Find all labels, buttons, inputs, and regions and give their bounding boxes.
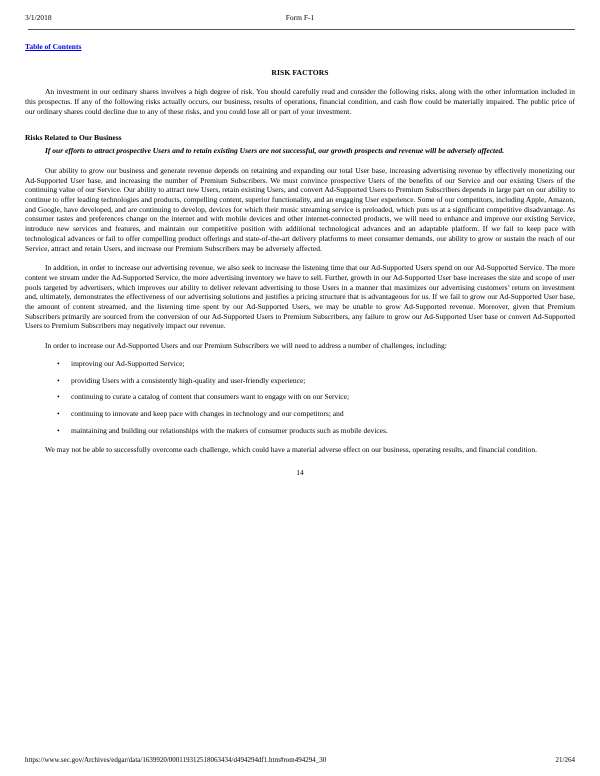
page-indicator: 21/264 xyxy=(555,756,575,764)
bullet-icon: • xyxy=(57,358,60,368)
risk-statement-heading: If our efforts to attract prospective Users and to retain existing Users are not successful, our growth prospects and revenue will be adversely affected. xyxy=(45,146,505,156)
list-item-text: providing Users with a consistently high-quality and user-friendly experience; xyxy=(71,375,306,385)
list-item xyxy=(57,376,575,386)
page-number: 14 xyxy=(296,468,304,478)
bullet-icon: • xyxy=(57,392,60,402)
growth-paragraph: Our ability to grow our business and generate revenue depends on retaining and expanding our total User base, increasing advertising revenue by effectively monetizing our Ad-Supported User base, and increasing the number of Premium Subscribers. We must convince prospective Users of the benefits of our Service and our existing Users of the continuing value of our Service. Our ability to attract new Users, retain existing Users, and convert Ad-Supported Users to Premium Subscribers depends in large part on our ability to continue to offer leading technologies and products, compelling content, superior functionality, and an engaging User experience. Some of our competitors, including Apple, Amazon, and Google, have developed, and are continuing to develop, devices for which their music streaming service is preloaded, which puts us at a significant competitive disadvantage. As consumer tastes and preferences change on the internet and with mobile devices and other internet-connected products, we will need to enhance and improve our existing Service, introduce new services and features, and maintain our competitive position with additional technological advances and an adaptable platform. If we fail to keep pace with technological advances or fail to offer compelling product offerings and state-of-the-art delivery platforms to meet consumer demands, our ability to grow or sustain the reach of our Service, attract and retain Users, and increase our Premium Subscribers may be adversely affected. xyxy=(25,165,575,253)
list-item xyxy=(57,359,575,369)
intro-paragraph: An investment in our ordinary shares involves a high degree of risk. You should carefully read and consider the following risks, along with the other information included in this prospectus. If any of the following risks actually occurs, our business, results of operations, financial condition, and cash flow could be materially impaired. The public price of our ordinary shares could decline due to any of these risks, and you could lose all or part of your investment. xyxy=(25,87,575,116)
list-item xyxy=(57,392,575,402)
bullet-icon: • xyxy=(57,375,60,385)
header-divider xyxy=(28,29,575,30)
section-title: RISK FACTORS xyxy=(271,67,329,77)
print-footer xyxy=(25,756,575,764)
bullet-icon: • xyxy=(57,425,60,435)
source-url: https://www.sec.gov/Archives/edgar/data/1639920/000119312518063434/d494294df1.htm#rom494294_30 xyxy=(25,756,327,764)
challenges-intro-paragraph: In order to increase our Ad-Supported Users and our Premium Subscribers we will need to address a number of challenges, including: xyxy=(45,341,447,351)
subsection-heading: Risks Related to Our Business xyxy=(25,132,122,142)
list-item-text: improving our Ad-Supported Service; xyxy=(71,358,185,368)
list-item xyxy=(57,409,575,419)
print-header xyxy=(25,13,575,23)
list-item-text: continuing to curate a catalog of content that consumers want to engage with on our Service; xyxy=(71,392,350,402)
form-title: Form F-1 xyxy=(285,13,315,22)
list-item xyxy=(57,426,575,436)
list-item-text: continuing to innovate and keep pace with changes in technology and our competitors; and xyxy=(71,408,344,418)
closing-paragraph: We may not be able to successfully overcome each challenge, which could have a material adverse effect on our business, operating results, and financial condition. xyxy=(45,445,537,455)
list-item-text: maintaining and building our relationships with the makers of consumer products such as mobile devices. xyxy=(71,425,388,435)
print-date: 3/1/2018 xyxy=(25,13,52,22)
bullet-icon: • xyxy=(57,408,60,418)
advertising-paragraph: In addition, in order to increase our advertising revenue, we also seek to increase the listening time that our Ad-Supported Users spend on our Ad-Supported Service. The more content we stream under the Ad-Supported Service, the more advertising inventory we have to sell. Further, growth in our Ad-Supported User base increases the size and scope of user pools targeted by advertisers, which improves our ability to deliver relevant advertising to those Users in a manner that maximizes our advertising customers’ return on investment and, ultimately, demonstrates the effectiveness of our advertising solutions and justifies a pricing structure that is advantageous for us. If we fail to grow our Ad-Supported User base, the amount of content streamed, and the listening time spent by our Ad-Supported Users, we may be unable to grow Ad-Supported revenue. Moreover, given that Premium Subscribers primarily are sourced from the conversion of our Ad-Supported Users to Premium Subscribers, any failure to grow our Ad-Supported User base or convert Ad-Supported Users to Premium Subscribers may negatively impact our revenue. xyxy=(25,263,575,331)
table-of-contents-link[interactable]: Table of Contents xyxy=(25,42,82,51)
